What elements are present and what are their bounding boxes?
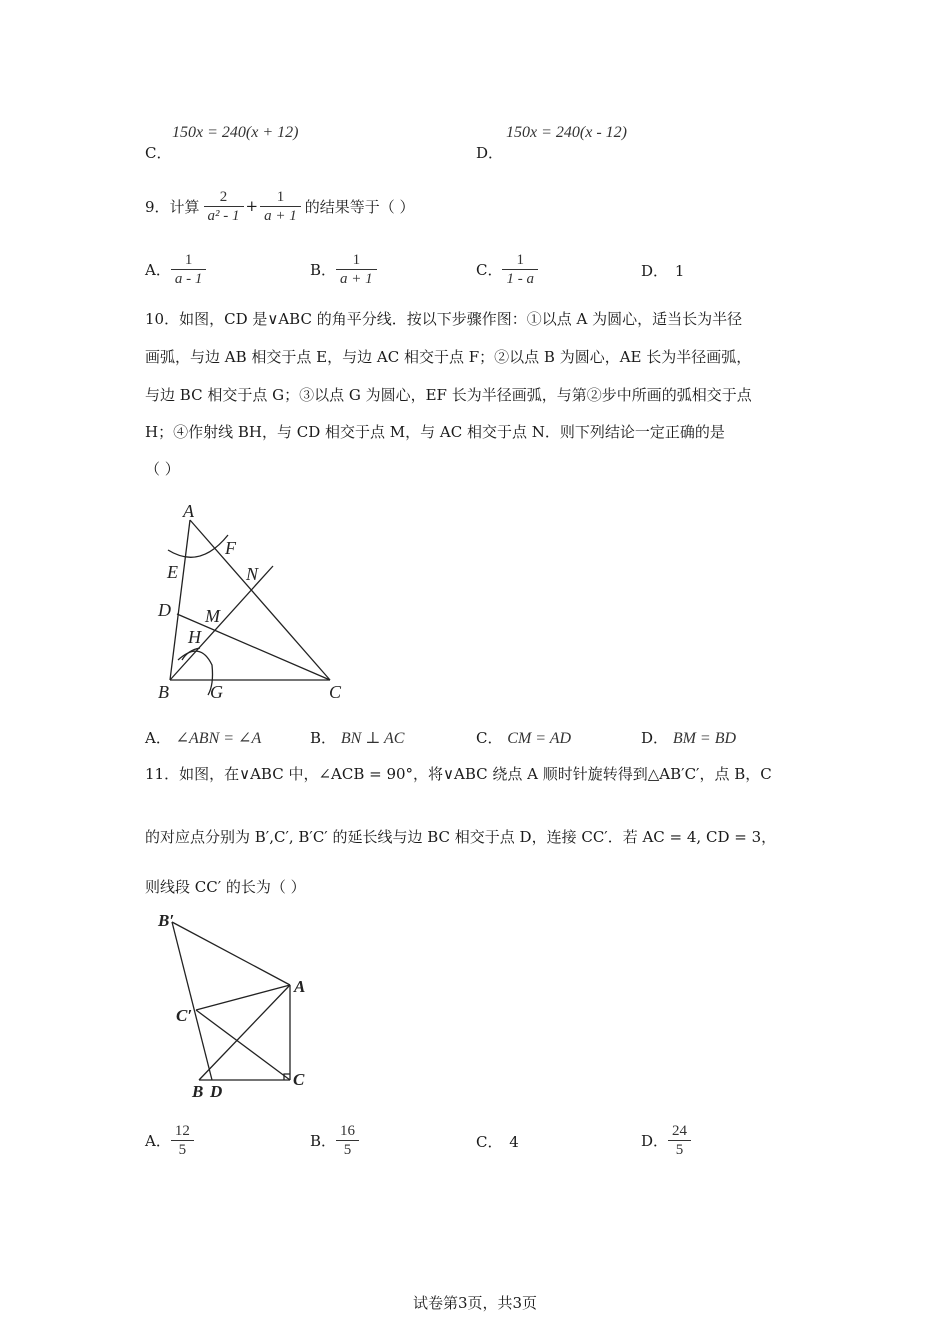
q11-option-b bbox=[310, 1119, 359, 1161]
q11-line-3: 则线段 CC′ 的长为（ ） bbox=[145, 878, 306, 896]
q9-option-b bbox=[310, 248, 377, 290]
q10-side-ac bbox=[190, 520, 330, 680]
q11-option-c bbox=[476, 1131, 519, 1152]
q9-option-a-den: a - 1 bbox=[174, 270, 203, 287]
q9-frac1-den: a² - 1 bbox=[207, 207, 240, 224]
q9-option-a-letter: A． bbox=[145, 260, 171, 279]
q10-label-g: G bbox=[210, 682, 223, 702]
q11-option-c-letter: C． bbox=[476, 1133, 503, 1151]
q9-option-c-den: 1 - a bbox=[506, 270, 534, 287]
q9-option-b-num: 1 bbox=[336, 251, 377, 270]
q9-prefix: 9．计算 bbox=[145, 197, 200, 216]
q8-option-d-expr: 150x = 240(x - 12) bbox=[506, 124, 627, 141]
page-footer: 试卷第3页，共3页 bbox=[412, 1294, 538, 1312]
q10-option-a bbox=[145, 727, 261, 748]
q11-label-c: C bbox=[293, 1070, 305, 1089]
q10-line-4: H；④作射线 BH，与 CD 相交于点 M，与 AC 相交于点 N．则下列结论一定正确的是 bbox=[145, 423, 725, 441]
q11-segment-ab bbox=[199, 985, 290, 1080]
q9-option-c-letter: C． bbox=[476, 260, 503, 279]
q9-option-b-frac bbox=[336, 251, 377, 288]
q10-label-f: F bbox=[225, 538, 236, 558]
q11-segment-cc1 bbox=[196, 1010, 290, 1080]
q10-label-e: E bbox=[167, 562, 178, 582]
q11-option-a-letter: A． bbox=[145, 1131, 171, 1150]
q11-option-d-num: 24 bbox=[668, 1122, 691, 1141]
q10-option-b-expr: BN ⊥ AC bbox=[340, 730, 405, 747]
q10-option-b bbox=[310, 727, 404, 748]
q11-segment-b1a bbox=[172, 922, 290, 985]
q8-option-c-expr: 150x = 240(x + 12) bbox=[172, 124, 299, 141]
q9-option-a-frac bbox=[171, 251, 207, 288]
q10-line-2: 画弧，与边 AB 相交于点 E，与边 AC 相交于点 F；②以点 B 为圆心，AE 长为半径画弧， bbox=[145, 348, 752, 366]
q9-frac2-num: 1 bbox=[260, 188, 301, 207]
q10-figure bbox=[150, 495, 360, 710]
q9-frac2-den: a + 1 bbox=[264, 207, 297, 224]
q11-option-b-den: 5 bbox=[343, 1141, 352, 1158]
q10-label-b: B bbox=[158, 682, 169, 702]
q11-segment-ac1 bbox=[196, 985, 290, 1010]
q9-option-a-num: 1 bbox=[171, 251, 207, 270]
q9-option-a bbox=[145, 248, 206, 290]
q9-option-d bbox=[641, 260, 684, 281]
q11-option-a-den: 5 bbox=[178, 1141, 187, 1158]
q9-frac1-num: 2 bbox=[204, 188, 244, 207]
q10-option-d-letter: D． bbox=[641, 729, 669, 747]
q11-option-d-den: 5 bbox=[675, 1141, 684, 1158]
q10-option-b-letter: B． bbox=[310, 729, 337, 747]
q9-option-c bbox=[476, 248, 538, 290]
q8-option-d-letter: D． bbox=[476, 144, 504, 162]
q10-option-a-letter: A． bbox=[145, 729, 171, 747]
q10-option-a-expr: ∠ABN = ∠A bbox=[175, 730, 262, 747]
q10-label-c: C bbox=[329, 682, 342, 702]
q9-suffix: 的结果等于（ ） bbox=[304, 197, 415, 216]
q9-option-b-den: a + 1 bbox=[340, 270, 373, 287]
q11-option-d-letter: D． bbox=[641, 1131, 669, 1150]
q9-option-d-letter: D． bbox=[641, 262, 669, 280]
q10-label-m: M bbox=[205, 606, 220, 626]
q11-option-a bbox=[145, 1119, 194, 1161]
q10-line-3: 与边 BC 相交于点 G；③以点 G 为圆心，EF 长为半径画弧，与第②步中所画的弧相交于点 bbox=[145, 386, 752, 404]
q10-label-n: N bbox=[246, 564, 259, 584]
q10-label-a: A bbox=[183, 501, 194, 521]
q11-option-b-letter: B． bbox=[310, 1131, 337, 1150]
q11-segment-b1d bbox=[172, 922, 212, 1080]
q11-option-b-num: 16 bbox=[336, 1122, 359, 1141]
q9-fraction-1 bbox=[204, 188, 244, 225]
q11-option-d bbox=[641, 1119, 691, 1161]
q10-label-h: H bbox=[188, 627, 201, 647]
q11-option-a-frac bbox=[171, 1122, 194, 1159]
q10-label-d: D bbox=[158, 600, 171, 620]
q9-option-c-num: 1 bbox=[502, 251, 538, 270]
q11-option-c-value: 4 bbox=[509, 1133, 519, 1151]
q11-option-a-num: 12 bbox=[171, 1122, 194, 1141]
q11-figure bbox=[150, 905, 320, 1105]
q8-option-c-letter: C． bbox=[145, 144, 172, 162]
q9-option-d-value: 1 bbox=[674, 262, 685, 280]
q11-label-c-prime: C′ bbox=[176, 1006, 193, 1025]
q11-label-b-prime: B′ bbox=[158, 911, 175, 930]
q10-option-d bbox=[641, 727, 736, 748]
q11-label-a: A bbox=[294, 977, 306, 996]
q10-side-ab bbox=[170, 520, 190, 680]
q11-option-b-frac bbox=[336, 1122, 359, 1159]
q9-fraction-2 bbox=[260, 188, 301, 225]
q10-option-c-letter: C． bbox=[476, 729, 503, 747]
q11-line-2: 的对应点分别为 B′,C′, B′C′ 的延长线与边 BC 相交于点 D，连接 CC′．若 AC = 4, CD = 3， bbox=[145, 828, 777, 846]
q9-stem bbox=[145, 186, 415, 226]
q9-option-c-frac bbox=[502, 251, 538, 288]
q11-option-d-frac bbox=[668, 1122, 691, 1159]
q11-line-1: 11．如图，在∨ABC 中，∠ACB = 90°，将∨ABC 绕点 A 顺时针旋转得到△AB′C′，点 B，C bbox=[145, 765, 772, 783]
q10-option-d-expr: BM = BD bbox=[672, 730, 737, 747]
q9-plus: + bbox=[245, 197, 259, 215]
q11-label-b: B bbox=[192, 1082, 204, 1101]
q10-option-c bbox=[476, 727, 571, 748]
q10-line-1: 10．如图，CD 是∨ABC 的角平分线．按以下步骤作图：①以点 A 为圆心，适当长为半径 bbox=[145, 310, 743, 328]
q9-option-b-letter: B． bbox=[310, 260, 337, 279]
q10-line-5: （ ） bbox=[145, 460, 180, 478]
q10-option-c-expr: CM = AD bbox=[507, 730, 572, 747]
q11-label-d: D bbox=[210, 1082, 223, 1101]
